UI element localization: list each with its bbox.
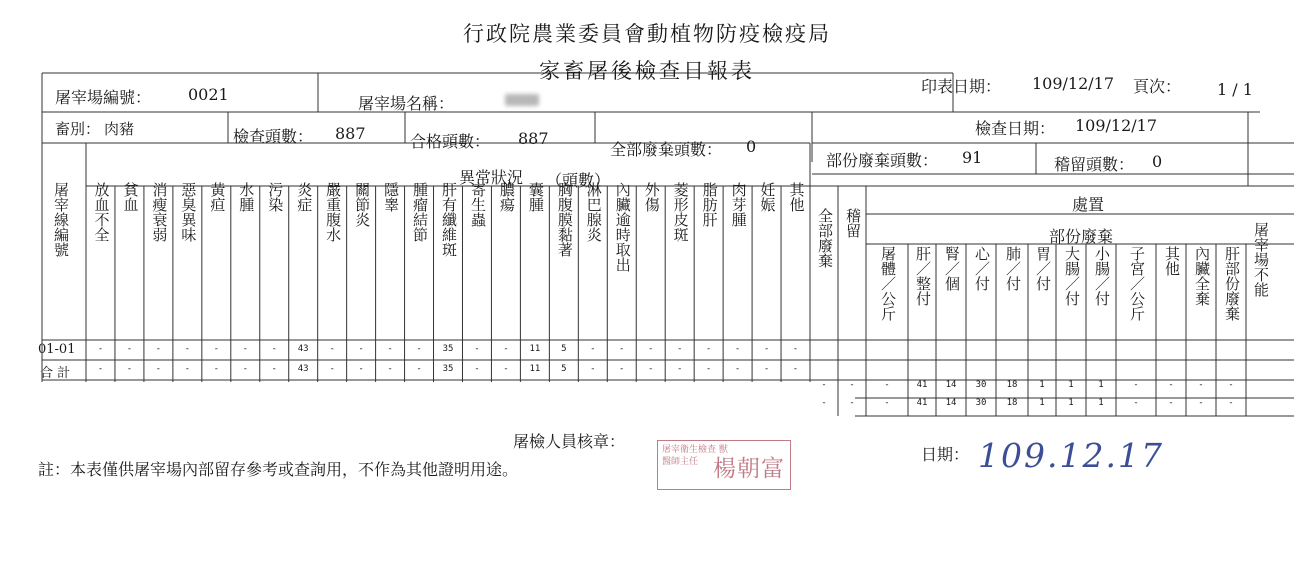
pass-count-label: 合格頭數： [410,132,491,151]
table-cell: 1 [1039,380,1045,390]
table-cell: - [503,344,509,354]
table-cell: - [676,344,683,354]
row-label-total: 合 計 [40,366,71,381]
abnormal-col-header: 囊腫 [526,182,545,212]
table-cell: - [97,344,104,354]
table-cell: 1 [1068,398,1074,408]
table-cell: 43 [297,364,309,374]
table-cell: 1 [1068,380,1074,390]
table-cell: 11 [529,344,541,354]
table-cell: - [387,344,393,354]
abnormal-col-header: 肉芽腫 [729,182,748,227]
table-cell: - [884,380,890,390]
disposal-col-header: 稽留 [844,208,862,238]
table-cell: - [705,344,712,354]
table-cell: - [1168,398,1174,408]
abnormal-col-header: 貧血 [121,182,140,212]
table-cell: - [763,364,770,374]
table-cell: - [763,344,770,354]
print-date-label: 印表日期： [921,77,1002,96]
partial-col-header: 胃／付 [1034,246,1052,291]
abnormal-col-header: 水腫 [237,182,256,212]
table-cell: 41 [916,380,928,390]
table-cell: - [619,364,625,374]
abnormal-col-header: 炎症 [295,182,314,212]
table-cell: 14 [945,398,957,408]
partial-col-header: 肝／整付 [914,246,932,306]
table-cell: 1 [1039,398,1045,408]
table-cell: - [1168,380,1174,390]
table-cell: 18 [1006,380,1018,390]
table-cell: - [734,344,741,354]
table-cell: 43 [297,344,309,354]
print-date: 109/12/17 [1032,74,1115,93]
table-cell: - [734,364,741,374]
table-cell: - [792,364,799,374]
table-cell: - [849,380,855,390]
table-cell: - [358,344,364,354]
date-label: 日期： [921,445,970,464]
table-cell: 14 [945,380,957,390]
partial-col-header: 腎／個 [943,246,961,291]
abnormal-col-header: 消瘦衰弱 [150,182,169,242]
inspector-label: 屠檢人員核章： [513,432,626,451]
inspect-date-label: 檢查日期： [975,119,1056,138]
partial-col-header: 子宮／公斤 [1128,246,1146,321]
table-cell: 1 [1098,398,1104,408]
species-label: 畜別： [55,120,101,138]
partial-col-header: 其他 [1163,246,1181,276]
table-cell: - [416,344,422,354]
partial-col-header: 屠體／公斤 [879,246,897,321]
table-cell: - [590,364,596,374]
plant-name-label: 屠宰場名稱： [358,94,455,113]
partial-col-header: 大腸／付 [1063,246,1081,306]
abnormal-col-header: 外傷 [642,182,661,212]
table-cell: - [1133,398,1139,408]
table-cell: - [358,364,364,374]
table-cell: - [648,364,654,374]
partial-col-header: 肺／付 [1004,246,1022,291]
table-cell: 30 [975,380,987,390]
table-cell: - [792,344,799,354]
table-cell: - [97,364,104,374]
total-condemn: 0 [746,137,757,156]
abnormal-col-header: 肝有纖維斑 [440,182,458,257]
abnormal-col-header: 隱睾 [382,182,401,212]
abnormal-col-header: 淋巴腺炎 [584,182,603,242]
table-cell: - [1198,380,1204,390]
table-cell: 41 [916,398,928,408]
table-cell: - [387,364,393,374]
table-cell: - [503,364,509,374]
table-cell: - [474,364,480,374]
table-cell: - [1228,398,1234,408]
table-cell: - [416,364,422,374]
abnormal-col-header: 污染 [266,182,285,212]
table-cell: - [849,398,855,408]
table-cell: - [242,344,248,354]
abnormal-col-header: 菱形皮斑 [671,182,690,242]
partial-col-header: 肝部份廢棄 [1223,246,1241,321]
line-no-header: 屠宰線編號 [52,182,70,257]
partial-col-header: 內臟全棄 [1193,246,1211,306]
table-cell: - [676,364,683,374]
abnormal-col-header: 寄生蟲 [468,182,487,227]
table-cell: 1 [1098,380,1104,390]
abnormal-col-header: 放血不全 [92,182,111,242]
table-cell: - [271,344,277,354]
table-cell: - [213,344,220,354]
table-cell: - [213,364,220,374]
page-label: 頁次： [1133,77,1182,96]
table-cell: - [619,344,625,354]
abnormal-col-header: 腫瘤結節 [411,182,430,242]
partial-condemn: 91 [962,148,983,167]
footnote: 註：本表僅供屠宰場內部留存參考或查詢用，不作為其他證明用途。 [38,460,519,479]
abnormal-col-header: 內臟逾時取出 [613,182,632,272]
table-cell: - [329,344,335,354]
abnormal-col-header: 黃疸 [208,182,227,212]
table-cell: 5 [561,364,567,374]
abnormal-col-header: 脂肪肝 [700,182,719,227]
abnormal-col-header: 膿瘍 [497,182,516,212]
agency-name: 行政院農業委員會動植物防疫檢疫局 [463,22,831,46]
table-cell: - [271,364,277,374]
total-condemn-label: 全部廢棄頭數： [610,140,723,159]
table-cell: - [155,344,162,354]
table-cell: - [126,364,133,374]
pass-count: 887 [518,129,549,148]
page-value: 1 / 1 [1217,80,1253,99]
abnormal-col-header: 惡臭異味 [179,182,198,242]
table-cell: - [155,364,162,374]
inspect-date: 109/12/17 [1075,116,1158,135]
partial-condemn-label: 部份廢棄頭數： [826,151,939,170]
table-cell: 5 [561,344,567,354]
plant-no: 0021 [188,85,229,104]
partial-col-header: 小腸／付 [1093,246,1111,306]
table-cell: - [126,344,133,354]
table-cell: - [705,364,712,374]
table-cell: - [884,398,890,408]
abnormal-col-header: 關節炎 [353,182,372,227]
abnormal-col-header: 妊娠 [758,182,777,212]
table-cell: - [1133,380,1139,390]
partial-header: 部份廢棄 [1049,227,1114,246]
abnormal-col-header: 其他 [787,182,806,212]
table-cell: - [329,364,335,374]
table-cell: - [242,364,248,374]
detained: 0 [1152,152,1163,171]
table-cell: - [821,380,827,390]
abnormal-unit: （頭數） [546,171,611,190]
plant-no-label: 屠宰場編號： [55,88,152,107]
table-cell: 35 [442,364,454,374]
table-cell: - [1198,398,1204,408]
table-cell: 11 [529,364,541,374]
disposal-col-header: 全部廢棄 [816,208,834,268]
table-cell: - [474,344,480,354]
disposal-header: 處置 [1072,195,1105,214]
head-count: 887 [335,124,366,143]
plant-name-redacted [505,94,539,106]
table-cell: - [1228,380,1234,390]
stamp-title: 屠宰衛生檢查 獸醫師主任 [662,445,728,467]
detained-label: 稽留頭數： [1054,155,1135,174]
table-cell: 18 [1006,398,1018,408]
table-cell: - [590,344,596,354]
partial-col-header: 心／付 [973,246,991,291]
report-title: 家畜屠後檢查日報表 [539,59,755,83]
table-cell: - [184,364,191,374]
abnormal-header: 異常狀況 [459,168,524,187]
table-cell: 35 [442,344,454,354]
table-cell: 30 [975,398,987,408]
table-cell: - [648,344,654,354]
head-count-label: 檢查頭數： [233,127,314,146]
signature-date: 109.12.17 [978,436,1164,475]
table-cell: - [184,344,191,354]
table-cell: - [821,398,827,408]
abnormal-col-header: 嚴重腹水 [324,182,343,242]
row-label-line: 01-01 [38,342,76,357]
unable-header: 屠宰場不能 [1252,222,1270,297]
official-seal [657,440,791,490]
species: 肉豬 [104,120,135,138]
abnormal-col-header: 胸腹膜黏著 [555,182,574,257]
stamp-name: 楊朝富 [713,456,785,482]
